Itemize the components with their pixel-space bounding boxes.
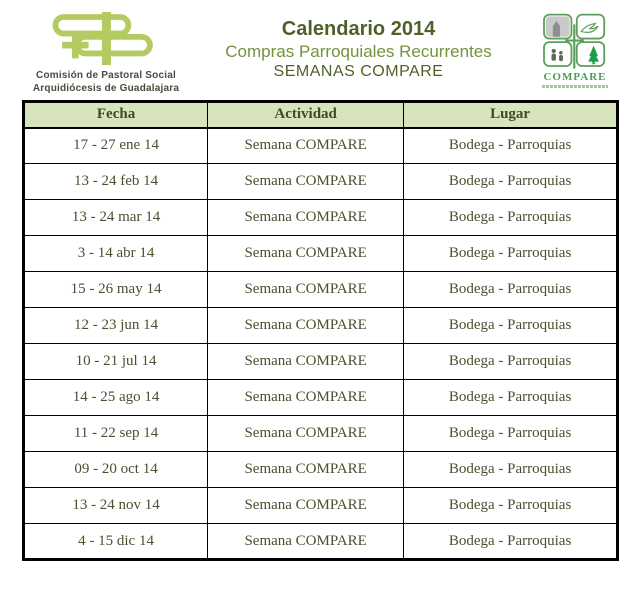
left-logo-line1: Comisión de Pastoral Social <box>36 70 176 81</box>
compare-logo <box>527 10 623 88</box>
table-row <box>24 344 618 380</box>
cell-actividad: Semana COMPARE <box>208 488 404 524</box>
cell-actividad: Semana COMPARE <box>208 128 404 164</box>
cell-lugar: Bodega - Parroquias <box>404 524 618 560</box>
title-block <box>190 10 527 83</box>
cell-lugar: Bodega - Parroquias <box>404 488 618 524</box>
cell-fecha: 4 - 15 dic 14 <box>24 524 208 560</box>
cell-fecha: 17 - 27 ene 14 <box>24 128 208 164</box>
table-row <box>24 236 618 272</box>
cell-fecha: 3 - 14 abr 14 <box>24 236 208 272</box>
column-header-fecha: Fecha <box>24 102 208 128</box>
column-header-lugar: Lugar <box>404 102 618 128</box>
table-row <box>24 416 618 452</box>
cell-lugar: Bodega - Parroquias <box>404 416 618 452</box>
page-header <box>0 0 641 96</box>
cell-actividad: Semana COMPARE <box>208 452 404 488</box>
cell-actividad: Semana COMPARE <box>208 164 404 200</box>
table-row <box>24 380 618 416</box>
page-title: Calendario 2014 <box>281 18 436 40</box>
page-subtitle: Compras Parroquiales Recurrentes <box>225 42 492 61</box>
cell-fecha: 10 - 21 jul 14 <box>24 344 208 380</box>
cell-fecha: 09 - 20 oct 14 <box>24 452 208 488</box>
cell-actividad: Semana COMPARE <box>208 380 404 416</box>
cell-lugar: Bodega - Parroquias <box>404 128 618 164</box>
cell-fecha: 14 - 25 ago 14 <box>24 380 208 416</box>
people-tile <box>544 42 571 66</box>
table-row <box>24 200 618 236</box>
cell-actividad: Semana COMPARE <box>208 308 404 344</box>
compare-logo-tagline <box>542 85 608 88</box>
left-logo-line2: Arquidiócesis de Guadalajara <box>32 82 180 94</box>
cell-fecha: 13 - 24 feb 14 <box>24 164 208 200</box>
cell-actividad: Semana COMPARE <box>208 344 404 380</box>
table-row <box>24 488 618 524</box>
logo-crossbar <box>565 39 584 41</box>
dove-tile <box>577 15 604 39</box>
cell-lugar: Bodega - Parroquias <box>404 452 618 488</box>
page-subtitle2: SEMANAS COMPARE <box>273 63 444 81</box>
cell-lugar: Bodega - Parroquias <box>404 380 618 416</box>
table-body <box>24 128 618 560</box>
cell-fecha: 13 - 24 nov 14 <box>24 488 208 524</box>
table-row <box>24 452 618 488</box>
pastoral-social-logo <box>22 10 190 95</box>
calendar-table <box>22 100 619 561</box>
cell-actividad: Semana COMPARE <box>208 416 404 452</box>
pastoral-logo-icon <box>42 12 170 70</box>
compare-logo-label: COMPARE <box>543 71 607 83</box>
table-row <box>24 164 618 200</box>
church-icon <box>546 16 570 36</box>
cell-lugar: Bodega - Parroquias <box>404 308 618 344</box>
cell-actividad: Semana COMPARE <box>208 200 404 236</box>
table-row <box>24 272 618 308</box>
cell-fecha: 12 - 23 jun 14 <box>24 308 208 344</box>
cell-lugar: Bodega - Parroquias <box>404 344 618 380</box>
compare-logo-icon <box>535 12 615 74</box>
cell-lugar: Bodega - Parroquias <box>404 164 618 200</box>
cell-actividad: Semana COMPARE <box>208 524 404 560</box>
table-row <box>24 128 618 164</box>
cell-fecha: 13 - 24 mar 14 <box>24 200 208 236</box>
cell-actividad: Semana COMPARE <box>208 236 404 272</box>
cell-lugar: Bodega - Parroquias <box>404 236 618 272</box>
table-row <box>24 308 618 344</box>
cell-actividad: Semana COMPARE <box>208 272 404 308</box>
cell-lugar: Bodega - Parroquias <box>404 200 618 236</box>
table-row <box>24 524 618 560</box>
cell-fecha: 15 - 26 may 14 <box>24 272 208 308</box>
table-header-row <box>24 102 618 128</box>
column-header-actividad: Actividad <box>208 102 404 128</box>
cell-fecha: 11 - 22 sep 14 <box>24 416 208 452</box>
cell-lugar: Bodega - Parroquias <box>404 272 618 308</box>
